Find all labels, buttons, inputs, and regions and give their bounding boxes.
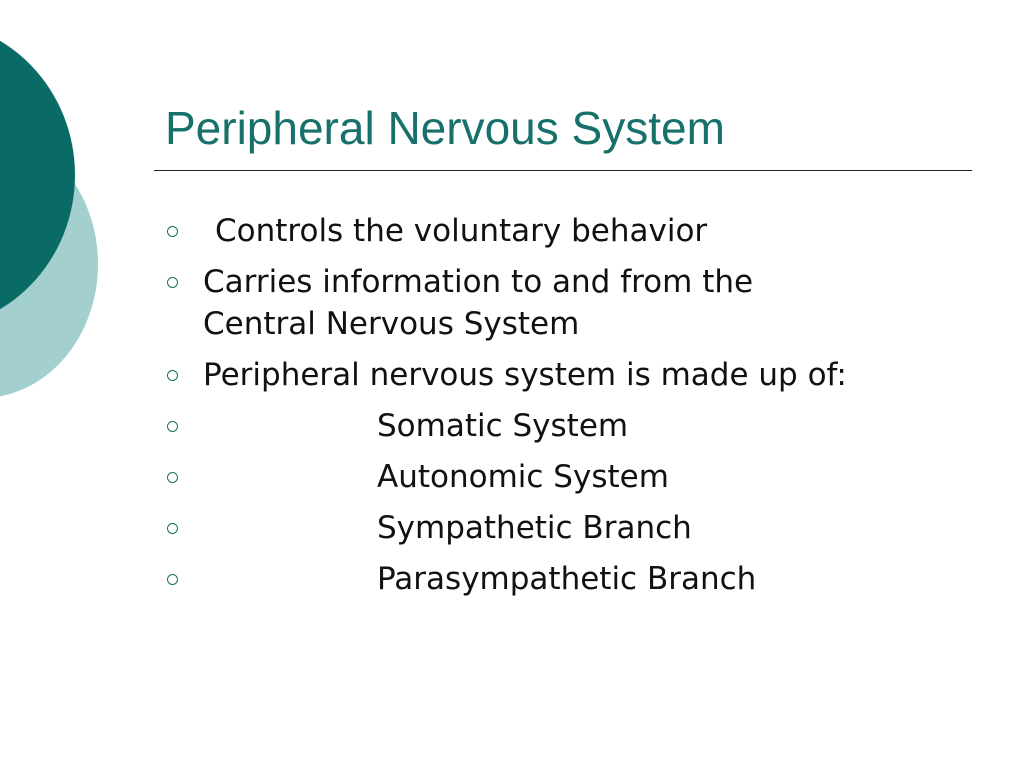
list-item bbox=[165, 354, 995, 396]
list-item bbox=[165, 261, 995, 345]
hollow-circle-icon bbox=[165, 210, 203, 252]
bullet-text: Peripheral nervous system is made up of: bbox=[203, 357, 847, 393]
hollow-circle-icon bbox=[165, 405, 203, 447]
list-item bbox=[165, 405, 995, 447]
list-item bbox=[165, 456, 995, 498]
bullet-text: Somatic System bbox=[377, 408, 629, 444]
title-underline bbox=[154, 170, 972, 171]
hollow-circle-icon bbox=[165, 507, 203, 549]
list-item bbox=[165, 558, 995, 600]
slide-title: Peripheral Nervous System bbox=[165, 102, 725, 154]
bullet-text: Controls the voluntary behavior bbox=[215, 213, 708, 249]
bullet-text: Carries information to and from the Central Nervous System bbox=[203, 264, 754, 342]
bullet-text: Parasympathetic Branch bbox=[377, 561, 757, 597]
hollow-circle-icon bbox=[165, 558, 203, 600]
list-item bbox=[165, 210, 995, 252]
hollow-circle-icon bbox=[165, 456, 203, 498]
hollow-circle-icon bbox=[165, 354, 203, 396]
bullet-list bbox=[165, 210, 995, 609]
hollow-circle-icon bbox=[165, 261, 203, 303]
bullet-text: Sympathetic Branch bbox=[377, 510, 692, 546]
bullet-text: Autonomic System bbox=[377, 459, 669, 495]
list-item bbox=[165, 507, 995, 549]
